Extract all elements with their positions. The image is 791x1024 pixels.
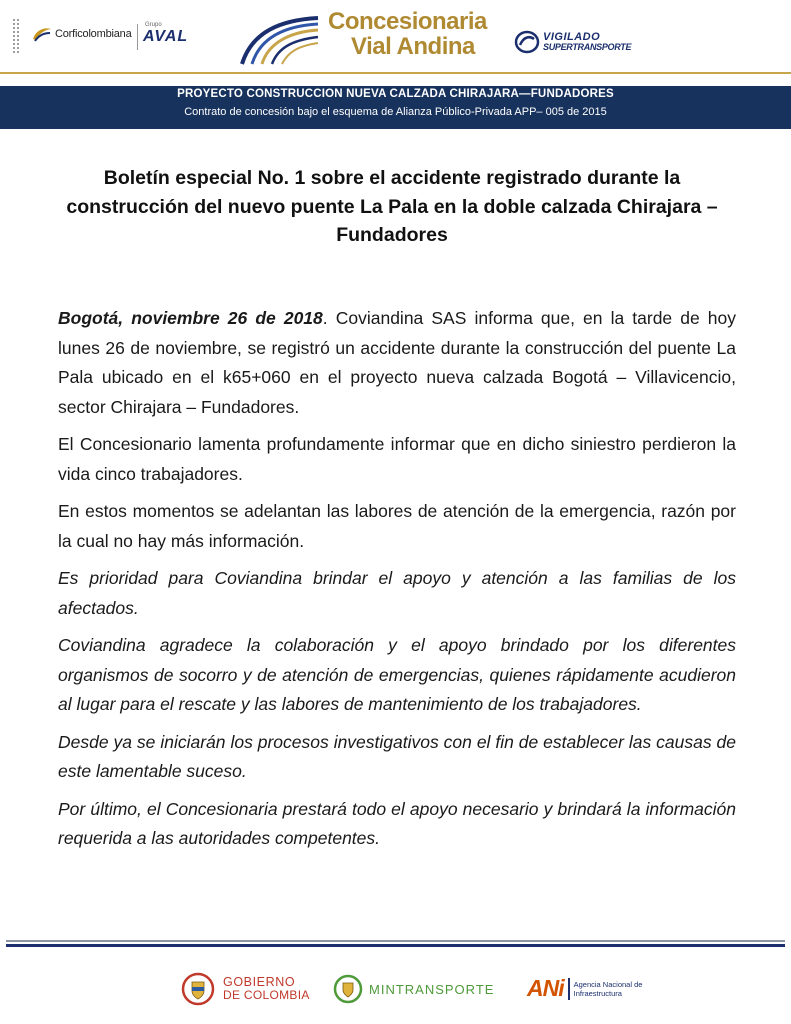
paragraph-6: Desde ya se iniciarán los procesos investigativos con el fin de establecer las causas de este lamentable suceso. [58, 731, 736, 781]
corficolombiana-swoosh-icon [32, 26, 52, 42]
project-title: PROYECTO CONSTRUCCION NUEVA CALZADA CHIRAJARA—FUNDADORES [177, 88, 614, 100]
footer-rule-thin [6, 940, 785, 942]
de-colombia-label: DE COLOMBIA [223, 988, 310, 1002]
header-gold-rule [0, 72, 791, 74]
paragraph-3: En estos momentos se adelantan las labores de atención de la emergencia, razón por la cual no hay más información. [58, 501, 736, 551]
contract-subtitle: Contrato de concesión bajo el esquema de Alianza Público-Privada APP– 005 de 2015 [184, 106, 607, 118]
supertransporte-label: SUPERTRANSPORTE [543, 42, 632, 52]
paragraph-1 [58, 304, 736, 422]
vial-andina-road-icon [238, 10, 322, 66]
mintransporte-seal-icon [333, 974, 363, 1004]
footer-rule-thick [6, 944, 785, 947]
paragraph-7: Por último, el Concesionaria prestará todo el apoyo necesario y brindará la información requerida a las autoridades competentes. [58, 798, 736, 848]
grupo-aval-logo [143, 22, 188, 46]
vigilado-supertransporte-logo [514, 30, 631, 54]
vial-andina-wordmark: Vial Andina [351, 33, 475, 60]
paragraph-5: Coviandina agradece la colaboración y el apoyo brindado por los diferentes organismos de socorro y de atención de emergencias, quienes rápidamente acudieron al lugar para el rescate y las labores de mantenimiento de los trabajadores. [58, 635, 736, 714]
corficolombiana-name: Corficolombiana [55, 28, 132, 40]
ani-logo [527, 975, 642, 1002]
header-logos [0, 0, 791, 72]
mintransporte-logo [333, 974, 494, 1004]
gobierno-label: GOBIERNO [223, 975, 296, 989]
paragraph-1-text: . Coviandina SAS informa que, en la tarde de hoy lunes 26 de noviembre, se registró un accidente durante la construcción del puente La Pala ubicado en el k65+060 en el proyecto nueva calzada Bogotá – Villavicencio, sector Chirajara – Fundadores. [58, 308, 737, 417]
paragraph-2: El Concesionario lamenta profundamente informar que en dicho siniestro perdieron la vida cinco trabajadores. [58, 434, 736, 484]
ani-divider [568, 978, 570, 1000]
bulletin-body [58, 304, 736, 862]
grupo-label: Grupo [145, 22, 162, 28]
supertransporte-seal-icon [514, 30, 540, 54]
logo-divider [137, 24, 138, 50]
bulletin-title: Boletín especial No. 1 sobre el accidente registrado durante la construcción del nuevo puente La Pala en la doble calzada Chirajara – Fundadores [66, 167, 718, 246]
paragraph-4: Es prioridad para Coviandina brindar el apoyo y atención a las familias de los afectados. [58, 568, 736, 618]
dot-pattern-decoration [12, 18, 20, 54]
dateline: Bogotá, noviembre 26 de 2018 [58, 308, 323, 328]
colombia-coat-of-arms-icon [181, 972, 215, 1006]
concesionaria-vial-andina-logo [328, 9, 487, 59]
vigilado-label: VIGILADO [543, 31, 601, 43]
aval-name: AVAL [143, 28, 189, 45]
ani-agency-line2: Infraestructura [573, 988, 622, 998]
corficolombiana-logo [32, 26, 131, 42]
gobierno-de-colombia-logo [181, 972, 310, 1006]
ani-agency-line1: Agencia Nacional de [573, 979, 643, 989]
project-banner [0, 86, 791, 129]
mintransporte-label: MINTRANSPORTE [369, 981, 495, 997]
ani-wordmark: ANi [527, 975, 564, 1001]
concesionaria-wordmark: Concesionaria [328, 8, 487, 35]
